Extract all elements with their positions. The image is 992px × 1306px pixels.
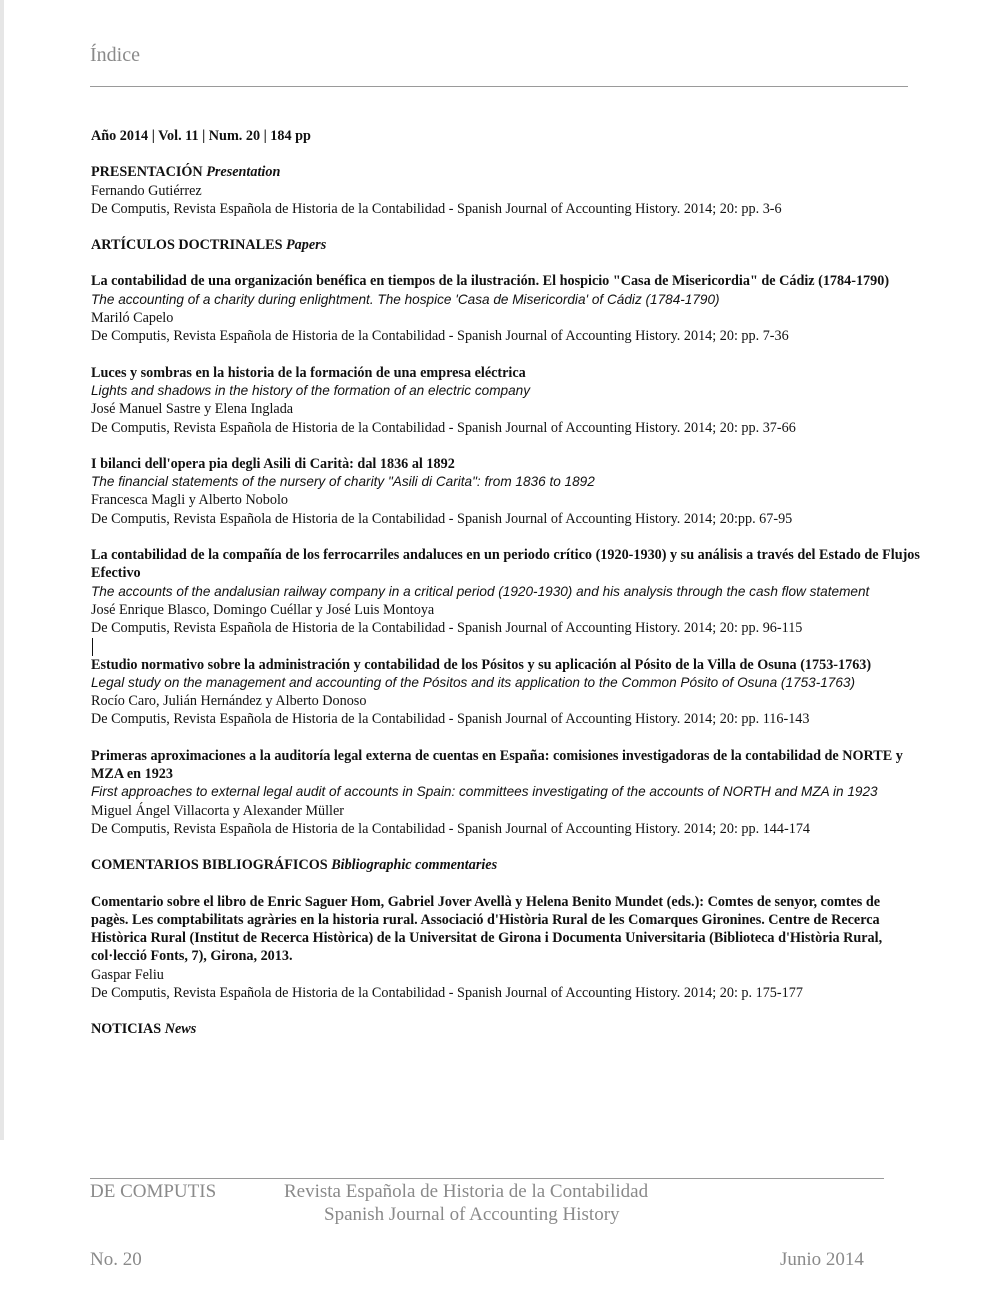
issue-info: Año 2014 | Vol. 11 | Num. 20 | 184 pp bbox=[91, 128, 311, 144]
footer-title-es: Revista Española de Historia de la Contabilidad bbox=[284, 1181, 649, 1202]
section-heading-comentarios bbox=[91, 856, 921, 874]
toc-entry-article bbox=[91, 546, 921, 637]
toc-entry-article bbox=[91, 455, 921, 528]
entry-authors: Gaspar Feliu bbox=[91, 966, 164, 983]
section-heading-presentacion bbox=[91, 163, 921, 181]
entry-citation: De Computis, Revista Española de Historia de la Contabilidad - Spanish Journal of Accounting History. 2014; 20:pp. 67-95 bbox=[91, 510, 793, 527]
entry-subtitle: The accounting of a charity during enlightment. The hospice 'Casa de Misericordia' of Cádiz (1784-1790) bbox=[91, 291, 720, 307]
entry-authors: Rocío Caro, Julián Hernández y Alberto Donoso bbox=[91, 693, 367, 710]
section-heading-es: ARTÍCULOS DOCTRINALES bbox=[91, 237, 283, 254]
section-heading-noticias bbox=[91, 1020, 921, 1038]
entry-subtitle: Lights and shadows in the history of the formation of an electric company bbox=[91, 382, 531, 398]
entry-authors: Fernando Gutiérrez bbox=[91, 182, 202, 199]
footer-divider bbox=[90, 1178, 884, 1179]
entry-citation: De Computis, Revista Española de Historia de la Contabilidad - Spanish Journal of Accounting History. 2014; 20: pp. 37-66 bbox=[91, 419, 796, 436]
section-heading-en: Papers bbox=[286, 237, 327, 254]
entry-title[interactable]: La contabilidad de la compañía de los ferrocarriles andaluces en un periodo crítico (1920-1930) y su análisis a través del Estado de Flujos Efectivo bbox=[91, 547, 920, 582]
entry-subtitle: The financial statements of the nursery of charity "Asili di Carita": from 1836 to 1892 bbox=[91, 474, 595, 490]
table-of-contents bbox=[91, 127, 921, 1057]
entry-citation: De Computis, Revista Española de Historia de la Contabilidad - Spanish Journal of Accounting History. 2014; 20: pp. 3-6 bbox=[91, 200, 782, 217]
section-heading-en: Presentation bbox=[206, 164, 281, 181]
toc-entry-presentacion bbox=[91, 182, 921, 219]
entry-authors: José Enrique Blasco, Domingo Cuéllar y José Luis Montoya bbox=[91, 601, 435, 618]
section-heading-articulos bbox=[91, 236, 921, 254]
entry-title[interactable]: I bilanci dell'opera pia degli Asili di Carità: dal 1836 al 1892 bbox=[91, 455, 455, 472]
entry-citation: De Computis, Revista Española de Historia de la Contabilidad - Spanish Journal of Accounting History. 2014; 20: pp. 116-143 bbox=[91, 711, 810, 728]
header-divider bbox=[90, 86, 908, 87]
footer-title-en: Spanish Journal of Accounting History bbox=[324, 1204, 620, 1225]
entry-title[interactable]: Comentario sobre el libro de Enric Saguer Hom, Gabriel Jover Avellà y Helena Benito Mundet (eds.): Comtes de senyor, comtes de pagès. Les comptabilitats agràries en la historia rural. Associació d'Història Rural de les Comarques Gironines. Centre de Recerca Històrica Rural (Institut de Recerca Històrica) de la Universitat de Girona i Documenta Universitaria (Biblioteca d'Història Rural, col·lecció Fonts, 7), Girona, 2013. bbox=[91, 893, 883, 965]
entry-citation: De Computis, Revista Española de Historia de la Contabilidad - Spanish Journal of Accounting History. 2014; 20: pp. 144-174 bbox=[91, 820, 811, 837]
section-heading-es: COMENTARIOS BIBLIOGRÁFICOS bbox=[91, 857, 328, 874]
toc-entry-article bbox=[91, 656, 921, 729]
text-cursor bbox=[92, 638, 93, 656]
footer-journal-name: DE COMPUTIS bbox=[90, 1181, 217, 1202]
entry-title[interactable]: La contabilidad de una organización benéfica en tiempos de la ilustración. El hospicio "Casa de Misericordia" de Cádiz (1784-1790) bbox=[91, 273, 890, 290]
section-heading-en: Bibliographic commentaries bbox=[331, 857, 498, 874]
left-edge-shadow bbox=[0, 0, 4, 1140]
entry-title[interactable]: Estudio normativo sobre la administración y contabilidad de los Pósitos y su aplicación al Pósito de la Villa de Osuna (1753-1763) bbox=[91, 656, 872, 673]
toc-entry-article bbox=[91, 364, 921, 437]
entry-authors: Francesca Magli y Alberto Nobolo bbox=[91, 492, 289, 509]
section-heading-en: News bbox=[164, 1021, 197, 1038]
entry-authors: Mariló Capelo bbox=[91, 310, 174, 327]
entry-subtitle: The accounts of the andalusian railway company in a critical period (1920-1930) and his analysis through the cash flow statement bbox=[91, 583, 870, 599]
entry-authors: José Manuel Sastre y Elena Inglada bbox=[91, 401, 294, 418]
entry-authors: Miguel Ángel Villacorta y Alexander Müller bbox=[91, 802, 345, 819]
entry-subtitle: First approaches to external legal audit of accounts in Spain: committees investigating of the accounts of NORTH and MZA in 1923 bbox=[91, 784, 878, 800]
page-title: Índice bbox=[90, 44, 140, 66]
entry-title[interactable]: Primeras aproximaciones a la auditoría legal externa de cuentas en España: comisiones investigadoras de la contabilidad de NORTE y MZA en 1923 bbox=[91, 747, 903, 783]
entry-citation: De Computis, Revista Española de Historia de la Contabilidad - Spanish Journal of Accounting History. 2014; 20: pp. 7-36 bbox=[91, 328, 789, 345]
entry-citation: De Computis, Revista Española de Historia de la Contabilidad - Spanish Journal of Accounting History. 2014; 20: p. 175-177 bbox=[91, 984, 803, 1001]
entry-title[interactable]: Luces y sombras en la historia de la formación de una empresa eléctrica bbox=[91, 364, 526, 381]
section-heading-es: PRESENTACIÓN bbox=[91, 164, 203, 181]
toc-entry-article bbox=[91, 747, 921, 838]
footer-issue-number: No. 20 bbox=[90, 1249, 142, 1270]
toc-entry-review bbox=[91, 893, 921, 1003]
section-heading-es: NOTICIAS bbox=[91, 1021, 162, 1038]
entry-citation: De Computis, Revista Española de Historia de la Contabilidad - Spanish Journal of Accounting History. 2014; 20: pp. 96-115 bbox=[91, 620, 803, 637]
footer-date: Junio 2014 bbox=[780, 1249, 864, 1270]
toc-entry-article bbox=[91, 272, 921, 345]
entry-subtitle: Legal study on the management and accounting of the Pósitos and its application to the Common Pósito of Osuna (1753-1763) bbox=[91, 674, 855, 690]
